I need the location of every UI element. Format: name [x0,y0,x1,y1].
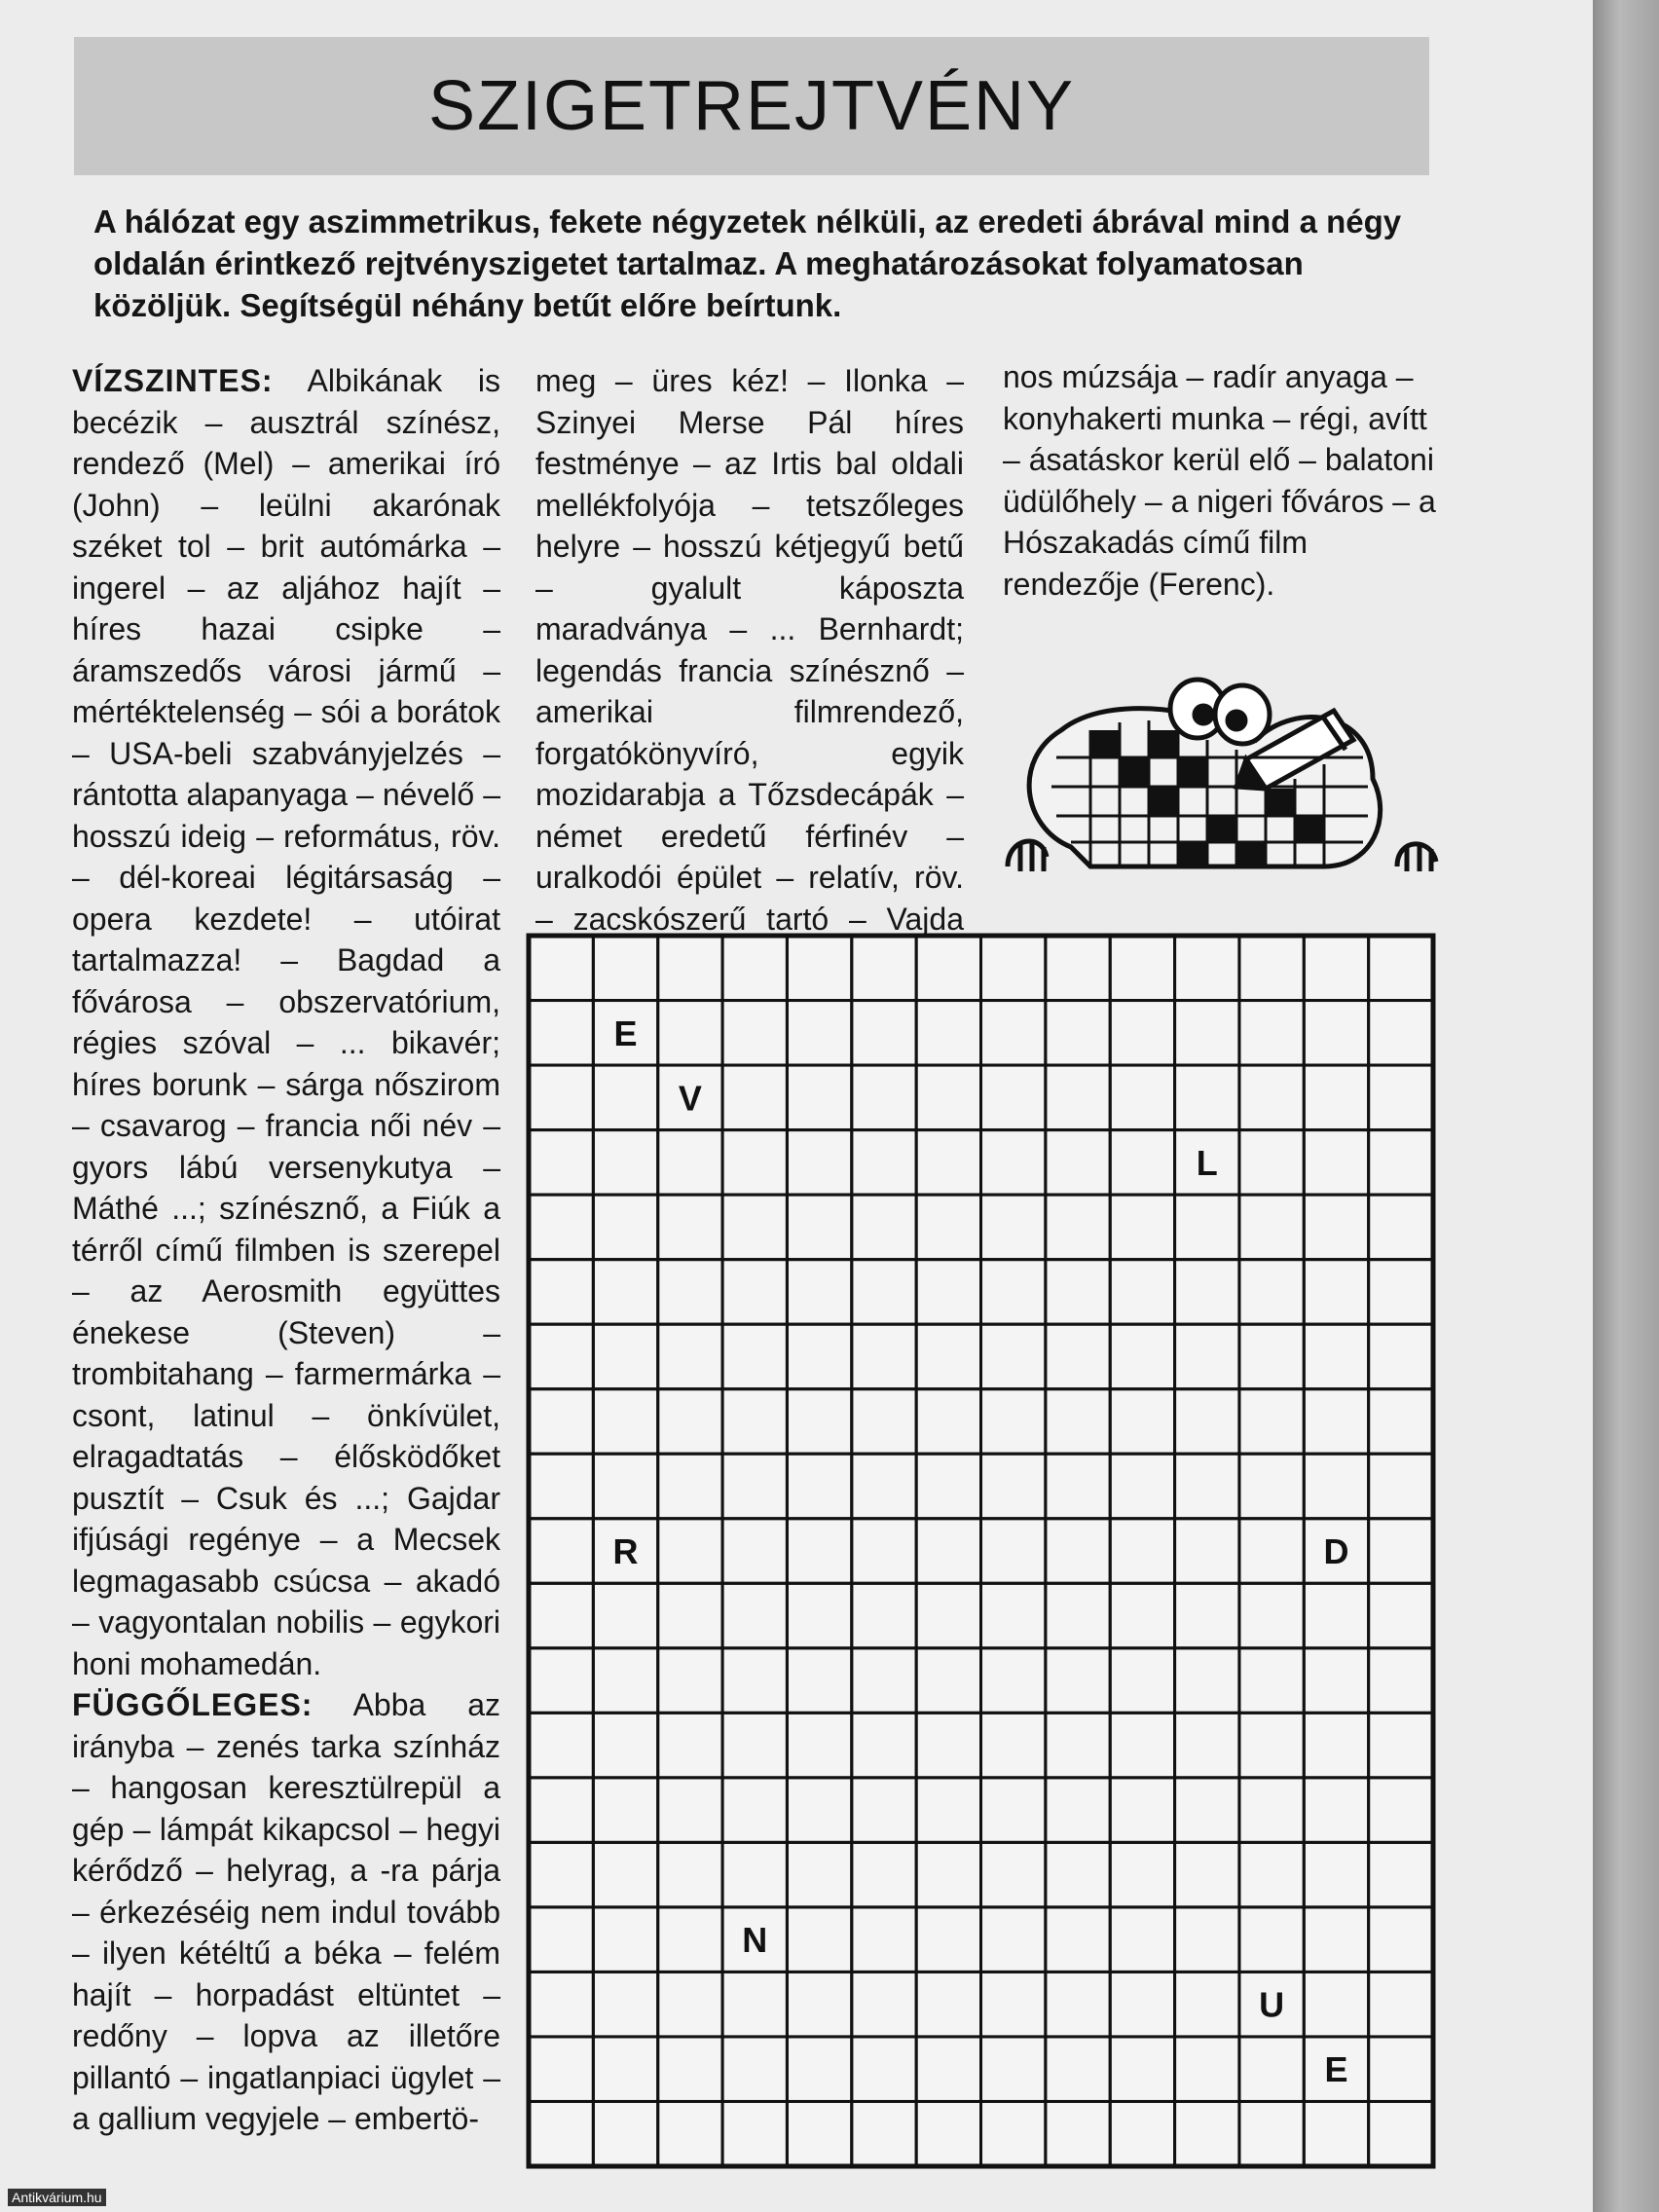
horizontal-clues-text-2: meg – üres kéz! – Ilonka – Szinyei Merse Pál híres festménye – az Irtis bal oldali mellékfolyója – tetszőleges helyre – hosszú kétjegyű betű – gyalult káposzta maradványa – ... Bernhardt; legendás francia színésznő – amerikai filmrendező, forgatókönyvíró, egyik mozidarabja a Tőzsdecápák – német eredetű férfinév – uralkodói épület – relatív, röv. – zacskószerű tartó – Vajda [535,363,964,937]
crossword-grid-svg [526,933,1436,2169]
watermark: Antikvárium.hu [8,2189,106,2206]
intro-text: A hálózat egy aszimmetrikus, fekete négyzetek nélküli, az eredeti ábrával mind a négy oldalán érintkező rejtvényszigetet tartalmaz. A meghatározásokat folyamatosan közöljük. Segítségül néhány betűt előre beírtunk. [93,203,1402,323]
grid-letter: L [1196,1142,1218,1183]
crossword-grid [526,933,1436,2169]
vertical-clues-text: Abba az irányba – zenés tarka színház – hangosan keresztülrepül a gép – lámpát kikapcsol – hegyi kérődző – helyrag, a -ra párja – érkezéséig nem indul tovább – ilyen kétéltű a béka – felém hajít – horpadást eltüntet – redőny – lopva az illetőre pillantó – ingatlanpiaci ügylet – a gallium vegyjele – embertö- [72,1687,500,2136]
title-band [74,37,1429,175]
grid-letter: N [742,1920,768,1961]
grid-letter: E [613,1013,638,1053]
grid-letter: E [1324,2049,1348,2090]
vertical-heading: FÜGGŐLEGES: [72,1687,313,1722]
horizontal-heading: VÍZSZINTES: [72,363,274,398]
vertical-clues [72,1684,500,2140]
page-edge [1593,0,1659,2212]
crossword-creature-illustration [1003,672,1441,898]
horizontal-clues-col2 [535,360,964,981]
horizontal-clues-text-3: nos múzsája – radír anyaga – konyhakerti munka – régi, avítt – ásatáskor kerül elő – balatoni üdülőhely – a nigeri főváros – a Hószakadás című film rendezője (Ferenc). [1003,359,1436,602]
horizontal-clues-col1 [72,360,500,1684]
page-title: SZIGETREJTVÉNY [427,67,1076,145]
horizontal-clues-text-1: Albikának is becézik – ausztrál színész, rendező (Mel) – amerikai író (John) – leülni akarónak széket tol – brit autómárka – ingerel – az aljához hajít – híres hazai csipke – áramszedős városi jármű – mértéktelenség – sói a borátok – USA-beli szabványjelzés – rántotta alapanyaga – névelő – hosszú ideig – református, röv. – dél-koreai légitársaság – opera kezdete! – utóirat tartalmazza! – Bagdad a fővárosa – obszervatórium, régies szóval – ... bikavér; híres borunk – sárga nőszirom – csavarog – francia női név – gyors lábú versenykutya – Máthé ...; színésznő, a Fiúk a térről című filmben is szerepel – az Aerosmith együttes énekese (Steven) – trombitahang – farmermárka – csont, latinul – önkívület, elragadtatás – élősködőket pusztít – Csuk és ...; Gajdar ifjúsági regénye – a Mecsek legmagasabb csúcsa – akadó – vagyontalan nobilis – egykori honi mohamedán. [72,363,500,1681]
grid-letter: U [1259,1984,1285,2025]
grid-letter: D [1323,1531,1349,1571]
grid-letter: V [678,1078,702,1119]
horizontal-clues-col3 [1003,356,1441,605]
grid-letter: R [612,1531,639,1571]
